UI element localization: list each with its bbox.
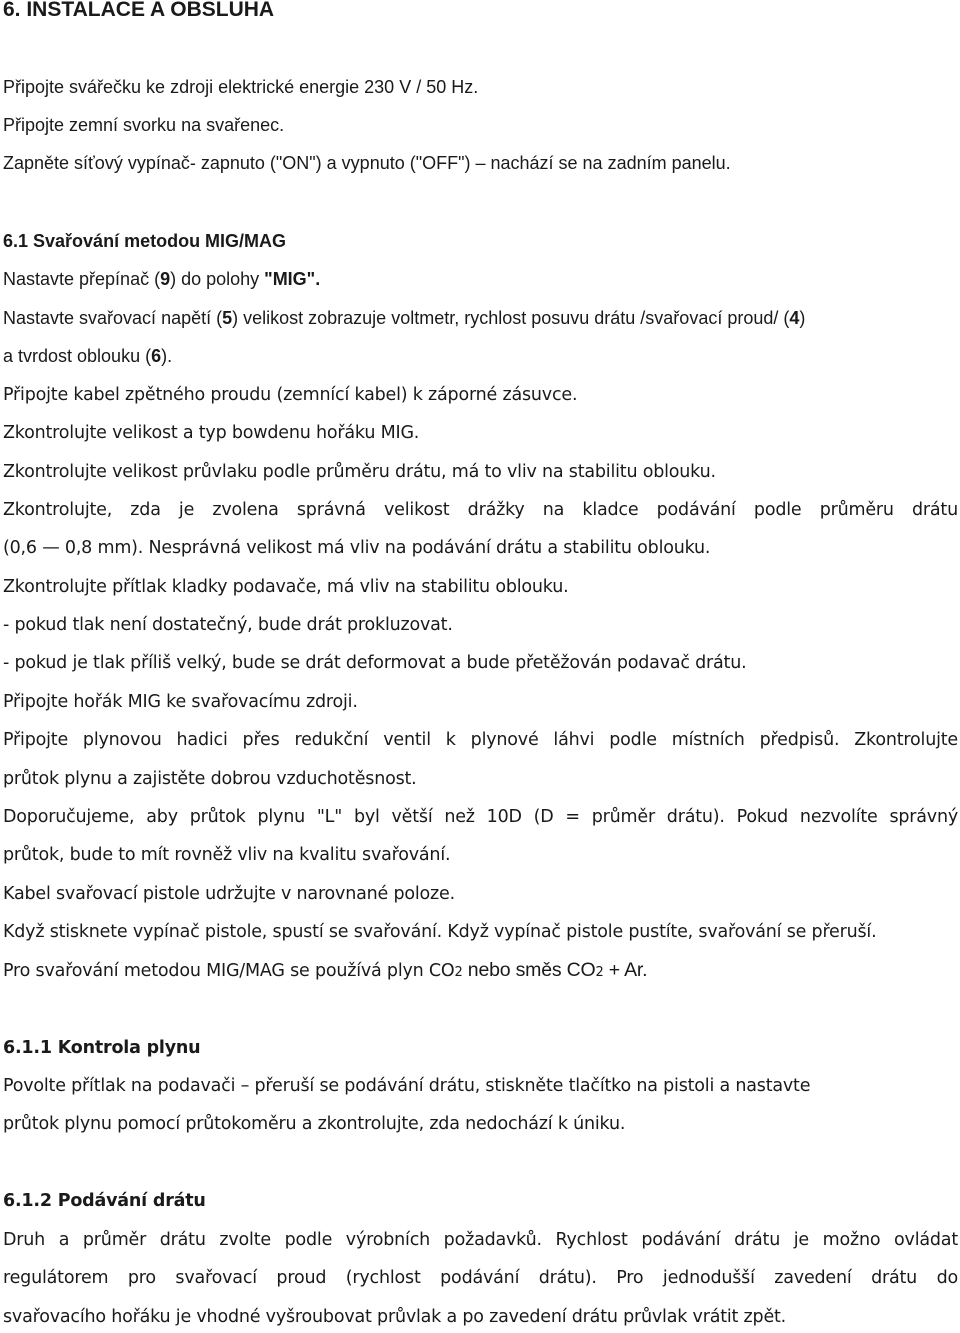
body-line: svařovacího hořáku je vhodné vyšroubovat průvlak a po zavedení drátu průvlak vrátit zpět. xyxy=(3,1307,787,1327)
section-6-1-1-title: 6.1.1 Kontrola plynu xyxy=(3,1038,201,1058)
subscript: 2 xyxy=(595,965,604,980)
text: ). xyxy=(161,346,173,366)
section-6-1-2-title: 6.1.2 Podávání drátu xyxy=(3,1191,206,1211)
mig-label: "MIG". xyxy=(264,269,321,289)
section-6-1-title-text: 6.1 Svařování metodou MIG/MAG xyxy=(3,231,287,251)
page-heading: 6. INSTALACE A OBSLUHA xyxy=(3,0,275,21)
voltage-line xyxy=(3,306,805,330)
body-line: Doporučujeme, aby průtok plynu "L" byl větší než 10D (D = průměr drátu). Pokud nezvolíte správný xyxy=(3,807,958,827)
text: ) xyxy=(799,308,806,328)
ref-number: 6 xyxy=(151,346,162,366)
body-line: průtok plynu a zajistěte dobrou vzduchotěsnost. xyxy=(3,769,417,789)
body-line: Připojte plynovou hadici přes redukční ventil k plynové láhvi podle místních předpisů. Zkontrolujte xyxy=(3,730,958,750)
body-line: Zkontrolujte velikost a typ bowdenu hořáku MIG. xyxy=(3,423,420,443)
body-line: Připojte kabel zpětného proudu (zemnící kabel) k záporné zásuvce. xyxy=(3,385,578,405)
text: Pro svařování metodou MIG/MAG se používá plyn CO xyxy=(3,961,455,981)
body-line: Když stisknete vypínač pistole, spustí se svařování. Když vypínač pistole pustíte, svařování se přeruší. xyxy=(3,922,877,942)
subscript: 2 xyxy=(454,965,463,980)
body-line: Povolte přítlak na podavači – přeruší se podávání drátu, stiskněte tlačítko na pistoli a nastavte xyxy=(3,1076,811,1096)
text: nebo směs CO xyxy=(462,959,596,981)
body-line: Zkontrolujte velikost průvlaku podle průměru drátu, má to vliv na stabilitu oblouku. xyxy=(3,462,716,482)
body-line: Druh a průměr drátu zvolte podle výrobních požadavků. Rychlost podávání drátu je možno ovládat xyxy=(3,1230,958,1250)
body-line: regulátorem pro svařovací proud (rychlost podávání drátu). Pro jednodušší zavedení drátu do xyxy=(3,1268,958,1288)
body-line: průtok plynu pomocí průtokoměru a zkontrolujte, zda nedochází k úniku. xyxy=(3,1114,626,1134)
intro-line-2: Připojte zemní svorku na svařenec. xyxy=(3,115,285,135)
body-line: Zkontrolujte přítlak kladky podavače, má vliv na stabilitu oblouku. xyxy=(3,577,569,597)
text: Nastavte svařovací napětí ( xyxy=(3,308,223,328)
intro-line-3: Zapněte síťový vypínač- zapnuto ("ON") a vypnuto ("OFF") – nachází se na zadním panelu. xyxy=(3,153,731,173)
text: ) velikost zobrazuje voltmetr, rychlost posuvu drátu /svařovací proud/ ( xyxy=(232,308,790,328)
body-line: Připojte hořák MIG ke svařovacímu zdroji. xyxy=(3,692,358,712)
text: + Ar. xyxy=(603,959,648,981)
ref-number: 4 xyxy=(789,308,800,328)
body-line: - pokud tlak není dostatečný, bude drát prokluzovat. xyxy=(3,615,453,635)
text: ) do polohy xyxy=(170,269,265,289)
ref-number: 9 xyxy=(160,269,171,289)
body-line: - pokud je tlak příliš velký, bude se drát deformovat a bude přetěžován podavač drátu. xyxy=(3,653,747,673)
body-line: průtok, bude to mít rovněž vliv na kvalitu svařování. xyxy=(3,845,451,865)
body-line: Zkontrolujte, zda je zvolena správná velikost drážky na kladce podávání podle průměru drátu xyxy=(3,500,958,520)
gas-line xyxy=(3,958,647,985)
section-6-1-title xyxy=(3,229,286,253)
text: a tvrdost oblouku ( xyxy=(3,346,152,366)
ref-number: 5 xyxy=(222,308,233,328)
arc-line xyxy=(3,344,172,368)
mig-switch-line xyxy=(3,267,320,291)
text: Nastavte přepínač ( xyxy=(3,269,161,289)
body-line: (0,6 — 0,8 mm). Nesprávná velikost má vliv na podávání drátu a stabilitu oblouku. xyxy=(3,538,711,558)
intro-line-1: Připojte svářečku ke zdroji elektrické energie 230 V / 50 Hz. xyxy=(3,77,479,97)
body-line: Kabel svařovací pistole udržujte v narovnané poloze. xyxy=(3,884,455,904)
